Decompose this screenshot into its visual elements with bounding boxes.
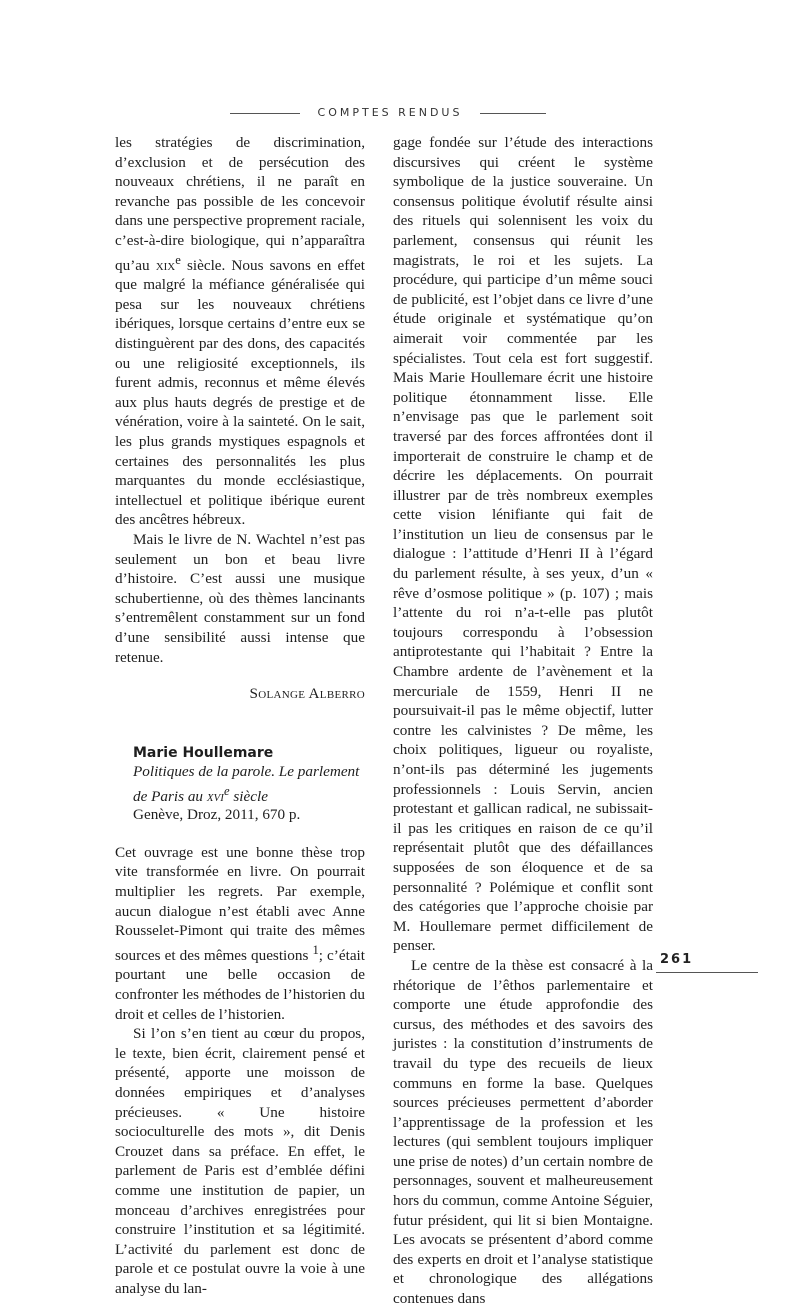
header-rule-right [480, 113, 546, 114]
running-header: COMPTES RENDUS [317, 106, 463, 119]
header-rule-left [230, 113, 300, 114]
review-paragraph-4: Le centre de la thèse est consacré à la rhétorique de l’êthos parlementaire et comporte une étude approfondie des cursus, des méthodes et des savoirs des juristes : la constitution d’instruments de travail du type des recueils de lieux communs en forme la base. Quelques sources précieuses permettent d’aborder l’apprentissage de la profession et les lectures (qui semblent toujours impliquer une prise de notes) d’un certain nombre de personnages, souvent et malheureusement hors du commun, comme Antoine Séguier, futur président, qui lit si bien Montaigne. Les avocats se présentent d’abord comme des experts en droit et l’analyse statistique et chronologique des allégations contenues dans [393, 956, 653, 1308]
left-column [115, 133, 365, 1298]
footnote-reference: 1 [312, 942, 319, 957]
review-paragraph-2: Si l’on s’en tient au cœur du propos, le texte, bien écrit, clairement pensé et présenté, apporte une moisson de données empiriques et d’analyses précieuses. « Une histoire socioculturelle des mots », dit Denis Crouzet dans sa préface. En effet, le parlement de Paris est d’emblée défini comme une institution de papier, un monceau d’archives enregistrées pour construire l’institution et sa légitimité. L’activité du parlement est donc de parole et ce postulat ouvre la voie à une analyse du lan- [115, 1025, 365, 1297]
right-column [393, 133, 653, 1309]
century-numeral: xix [155, 256, 176, 274]
century-superscript: e [175, 252, 181, 267]
previous-review-paragraph: les stratégies de discrimination, d’exclusion et de persécution des nouveaux chrétiens, il ne paraît en revanche pas possible de les concevoir dans une perspective proprement raciale, c’est-à-dire biologique, qui n’apparaîtra qu’au xix$^e$ siècle. Nous savons en effet que malgré la méfiance généralisée qui pesa sur les nouveaux chrétiens ibériques, lorsque certains d’entre eux se distinguèrent par des dons, des capacités ou une religiosité exceptionnels, ils furent admis, reconnus et même élevés aux plus hauts degrés de prestige et de vénération, voire à la sainteté. On le sait, les plus grands mystiques espagnols et certaines des personnalités les plus marquantes du monde ecclésiastique, intellectuel et politique ibérique eurent des ancêtres hébreux. [115, 134, 365, 529]
page-number: 261 [660, 952, 694, 967]
review-book-publication: Genève, Droz, 2011, 670 p. [133, 806, 301, 824]
page-number-rule [656, 972, 758, 973]
review-book-author: Marie Houllemare [133, 744, 274, 761]
closing-paragraph: Mais le livre de N. Wachtel n’est pas seulement un bon et beau livre d’histoire. C’est aussi une musique schubertienne, où des thèmes lancinants s’entremêlent constamment sur un fond d’une sensibilité aussi intense que retenue. [115, 530, 365, 666]
reviewer-signature: Solange Alberro [249, 685, 365, 703]
review-book-title: Politiques de la parole. Le parlement de Paris au xvi$^e$ siècle [133, 763, 360, 805]
review-paragraph-3: gage fondée sur l’étude des interactions discursives qui créent le système symbolique de la justice souveraine. Un consensus politique évolutif résulte ainsi des rituels qui solennisent les voix du parlement, consensus qui réunit les magistrats, le roi et les sujets. La procédure, qui participe d’un même souci de publicité, est l’objet dans ce livre d’une étude originale et systématique qu’on aimerait voir commentée par les spécialistes. Tout cela est fort suggestif. Mais Marie Houllemare écrit une histoire politique étonnamment lisse. Elle n’envisage pas que le parlement soit traversé par des forces affrontées dont il importerait de construire le champ et de décrire les déplacements. On pourrait illustrer par de très nombreux exemples cette vision lénifiante qui fait de l’institution un lieu de consensus par le dialogue : l’attitude d’Henri II à l’égard du parlement résulte, à ses yeux, d’un « rêve d’osmose politique » (p. 107) ; mais l’attente du roi n’a-t-elle pas plutôt toujours correspondu à l’obsession antiprotestante qui l’habitait ? Entre la Chambre ardente de l’avènement et la mercuriale de 1559, Henri II ne poursuivait-il pas le même objectif, lutter contre les calvinistes ? De même, les choix politiques, ligueur ou royaliste, n’ont-ils pas déterminé les jugements professionnels : Louis Servin, ancien protestant et gallican radical, ne subissait-il pas les critiques en raison de ce qu’il représentait plutôt que des défaillances supposées de son éloquence et de sa personnalité ? Polémique et conflit sont des catégories que l’approche choisie par M. Houllemare permet difficilement de penser. [393, 134, 653, 955]
review-paragraph-1: Cet ouvrage est une bonne thèse trop vite transformée en livre. On pourrait multiplier les regrets. Par exemple, aucun dialogue n’est établi avec Anne Rousselet-Pimont qui traite des mêmes sources et des mêmes questions $^1$; c’était pourtant une belle occasion de confronter les méthodes de l’historien du droit et celles de l’historien. [115, 843, 365, 1023]
review-heading [133, 744, 365, 825]
